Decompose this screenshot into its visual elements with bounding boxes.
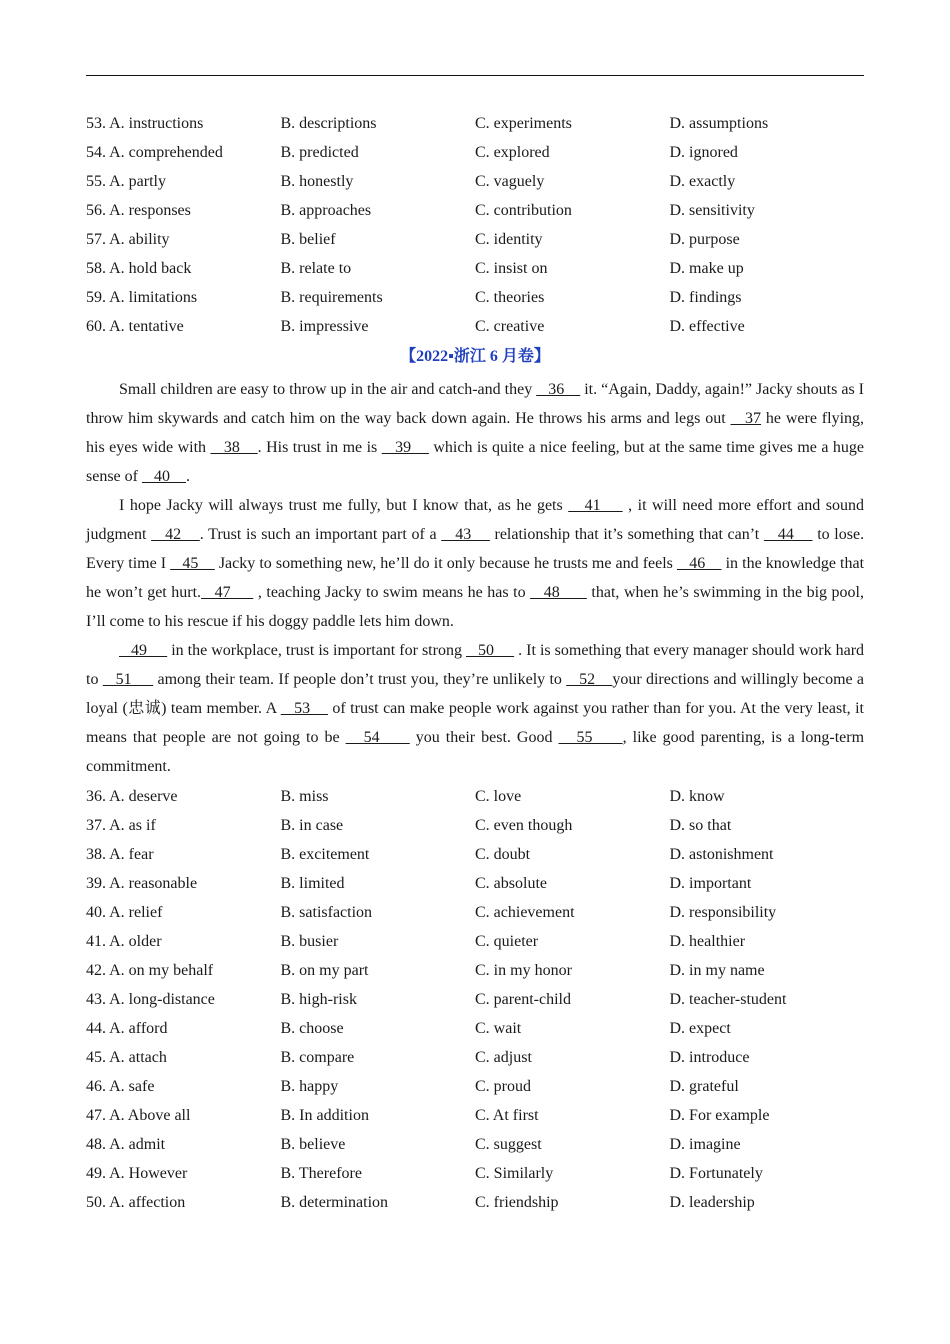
option-row bbox=[86, 985, 864, 1014]
option-d: D. important bbox=[669, 875, 752, 892]
option-d: D. responsibility bbox=[669, 904, 777, 921]
option-row bbox=[86, 254, 864, 283]
option-row bbox=[86, 225, 864, 254]
option-d: D. grateful bbox=[669, 1078, 739, 1095]
option-d: D. know bbox=[669, 788, 725, 805]
cloze-passage bbox=[86, 375, 864, 781]
option-c: C. suggest bbox=[475, 1136, 542, 1153]
option-c: C. parent-child bbox=[475, 991, 571, 1008]
option-d: D. leadership bbox=[669, 1194, 755, 1211]
option-row bbox=[86, 1130, 864, 1159]
option-a: 56. A. responses bbox=[86, 202, 191, 219]
blank-39: 39 bbox=[381, 439, 429, 456]
option-c: C. At first bbox=[475, 1107, 539, 1124]
option-b: B. predicted bbox=[280, 144, 359, 161]
option-a: 42. A. on my behalf bbox=[86, 962, 214, 979]
option-c: C. love bbox=[475, 788, 522, 805]
blank-38: 38 bbox=[210, 439, 258, 456]
option-c: C. adjust bbox=[475, 1049, 532, 1066]
option-b: B. high-risk bbox=[280, 991, 357, 1008]
option-b: B. belief bbox=[280, 231, 336, 248]
option-c: C. doubt bbox=[475, 846, 531, 863]
header-rule bbox=[86, 75, 864, 76]
blank-50: 50 bbox=[465, 642, 515, 659]
option-row bbox=[86, 1159, 864, 1188]
option-a: 38. A. fear bbox=[86, 846, 154, 863]
blank-44: 44 bbox=[763, 526, 813, 543]
blank-54: 54 bbox=[345, 729, 410, 746]
option-a: 37. A. as if bbox=[86, 817, 156, 834]
option-a: 58. A. hold back bbox=[86, 260, 192, 277]
option-a: 50. A. affection bbox=[86, 1194, 186, 1211]
option-b: B. satisfaction bbox=[280, 904, 373, 921]
blank-49: 49 bbox=[119, 642, 168, 659]
option-row bbox=[86, 1043, 864, 1072]
option-a: 41. A. older bbox=[86, 933, 162, 950]
option-d: D. make up bbox=[669, 260, 744, 277]
option-row bbox=[86, 898, 864, 927]
option-c: C. in my honor bbox=[475, 962, 572, 979]
option-c: C. wait bbox=[475, 1020, 522, 1037]
option-b: B. miss bbox=[280, 788, 329, 805]
option-d: D. effective bbox=[669, 318, 745, 335]
option-b: B. In addition bbox=[280, 1107, 369, 1124]
option-row bbox=[86, 1188, 864, 1217]
option-a: 57. A. ability bbox=[86, 231, 170, 248]
option-a: 49. A. However bbox=[86, 1165, 188, 1182]
options-top bbox=[86, 109, 864, 341]
option-d: D. astonishment bbox=[669, 846, 774, 863]
option-row bbox=[86, 312, 864, 341]
option-a: 47. A. Above all bbox=[86, 1107, 191, 1124]
option-c: C. experiments bbox=[475, 115, 572, 132]
blank-55: 55 bbox=[558, 729, 623, 746]
option-b: B. on my part bbox=[280, 962, 369, 979]
blank-41: 41 bbox=[568, 497, 623, 514]
option-b: B. relate to bbox=[280, 260, 352, 277]
option-d: D. imagine bbox=[669, 1136, 741, 1153]
option-d: D. exactly bbox=[669, 173, 736, 190]
option-b: B. believe bbox=[280, 1136, 346, 1153]
blank-53: 53 bbox=[280, 700, 328, 717]
paragraph-3: 49 in the workplace, trust is important for strong 50 . It is something that every manager should work hard to 51 among their team. If people don’t trust you, they’re unlikely to 52 your directions and willingly become a loyal (忠诚) team member. A 53 of trust can make people work against you rather than for you. At the very least, it means that people are not going to be 54 you their best. Good 55 , like good parenting, is a long-term commitment. bbox=[86, 642, 865, 775]
option-a: 55. A. partly bbox=[86, 173, 166, 190]
blank-42: 42 bbox=[151, 526, 200, 543]
option-c: C. vaguely bbox=[475, 173, 545, 190]
option-row bbox=[86, 811, 864, 840]
blank-36: 36 bbox=[536, 381, 581, 398]
section-title: 【2022▪浙江 6 月卷】 bbox=[400, 348, 550, 365]
option-c: C. theories bbox=[475, 289, 545, 306]
option-c: C. Similarly bbox=[475, 1165, 554, 1182]
option-d: D. introduce bbox=[669, 1049, 750, 1066]
option-b: B. choose bbox=[280, 1020, 344, 1037]
option-d: D. teacher-student bbox=[669, 991, 787, 1008]
option-d: D. findings bbox=[669, 289, 742, 306]
option-row bbox=[86, 956, 864, 985]
option-row bbox=[86, 840, 864, 869]
option-a: 40. A. relief bbox=[86, 904, 163, 921]
option-a: 48. A. admit bbox=[86, 1136, 166, 1153]
option-row bbox=[86, 138, 864, 167]
option-a: 54. A. comprehended bbox=[86, 144, 223, 161]
option-c: C. quieter bbox=[475, 933, 539, 950]
blank-47: 47 bbox=[201, 584, 254, 601]
option-row bbox=[86, 1014, 864, 1043]
option-d: D. so that bbox=[669, 817, 732, 834]
option-row bbox=[86, 283, 864, 312]
option-row bbox=[86, 927, 864, 956]
option-a: 44. A. afford bbox=[86, 1020, 168, 1037]
option-c: C. friendship bbox=[475, 1194, 559, 1211]
option-row bbox=[86, 782, 864, 811]
option-a: 46. A. safe bbox=[86, 1078, 155, 1095]
option-b: B. busier bbox=[280, 933, 339, 950]
option-b: B. requirements bbox=[280, 289, 383, 306]
option-c: C. achievement bbox=[475, 904, 575, 921]
option-b: B. impressive bbox=[280, 318, 369, 335]
option-b: B. determination bbox=[280, 1194, 389, 1211]
option-row bbox=[86, 109, 864, 138]
options-bottom bbox=[86, 782, 864, 1217]
blank-43: 43 bbox=[441, 526, 490, 543]
option-d: D. For example bbox=[669, 1107, 770, 1124]
option-d: D. assumptions bbox=[669, 115, 769, 132]
option-a: 36. A. deserve bbox=[86, 788, 178, 805]
blank-48: 48 bbox=[530, 584, 587, 601]
option-d: D. Fortunately bbox=[669, 1165, 763, 1182]
option-c: C. even though bbox=[475, 817, 573, 834]
paragraph-2: I hope Jacky will always trust me fully, but I know that, as he gets 41 , it will need more effort and sound judgment 42 . Trust is such an important part of a 43 relationship that it’s something that can’t 44 to lose. Every time I 45 Jacky to something new, he’ll do it only because he trusts me and feels 46 in the knowledge that he won’t get hurt. 47 , teaching Jacky to swim means he has to 48 that, when he’s swimming in the big pool, I’ll come to his rescue if his doggy paddle lets him down. bbox=[86, 497, 865, 630]
option-c: C. explored bbox=[475, 144, 550, 161]
blank-52: 52 bbox=[566, 671, 613, 688]
option-d: D. sensitivity bbox=[669, 202, 755, 219]
option-row bbox=[86, 1101, 864, 1130]
blank-40: 40 bbox=[141, 468, 186, 485]
option-d: D. ignored bbox=[669, 144, 738, 161]
option-a: 59. A. limitations bbox=[86, 289, 198, 306]
blank-46: 46 bbox=[676, 555, 722, 572]
option-c: C. creative bbox=[475, 318, 545, 335]
option-d: D. expect bbox=[669, 1020, 731, 1037]
option-b: B. happy bbox=[280, 1078, 339, 1095]
option-b: B. honestly bbox=[280, 173, 354, 190]
option-a: 60. A. tentative bbox=[86, 318, 184, 335]
paragraph-1: Small children are easy to throw up in the air and catch-and they 36 it. “Again, Daddy, again!” Jacky shouts as I throw him skywards and catch him on the way back down again. He throws his arms and legs out 37 he were flying, his eyes wide with 38 . His trust in me is 39 which is quite a nice feeling, but at the same time gives me a huge sense of 40 . bbox=[86, 381, 865, 485]
option-d: D. purpose bbox=[669, 231, 740, 248]
option-b: B. Therefore bbox=[280, 1165, 362, 1182]
blank-51: 51 bbox=[102, 671, 154, 688]
option-row bbox=[86, 196, 864, 225]
option-c: C. identity bbox=[475, 231, 543, 248]
option-d: D. in my name bbox=[669, 962, 765, 979]
option-b: B. compare bbox=[280, 1049, 355, 1066]
option-c: C. absolute bbox=[475, 875, 547, 892]
option-a: 53. A. instructions bbox=[86, 115, 204, 132]
option-row bbox=[86, 1072, 864, 1101]
option-b: B. descriptions bbox=[280, 115, 377, 132]
option-row bbox=[86, 869, 864, 898]
option-c: C. contribution bbox=[475, 202, 572, 219]
option-a: 43. A. long-distance bbox=[86, 991, 215, 1008]
option-d: D. healthier bbox=[669, 933, 746, 950]
option-row bbox=[86, 167, 864, 196]
option-b: B. excitement bbox=[280, 846, 370, 863]
blank-37: 37 bbox=[730, 410, 762, 427]
option-b: B. approaches bbox=[280, 202, 372, 219]
option-a: 45. A. attach bbox=[86, 1049, 167, 1066]
option-b: B. in case bbox=[280, 817, 344, 834]
option-c: C. insist on bbox=[475, 260, 548, 277]
option-c: C. proud bbox=[475, 1078, 531, 1095]
blank-45: 45 bbox=[170, 555, 215, 572]
option-b: B. limited bbox=[280, 875, 345, 892]
option-a: 39. A. reasonable bbox=[86, 875, 198, 892]
